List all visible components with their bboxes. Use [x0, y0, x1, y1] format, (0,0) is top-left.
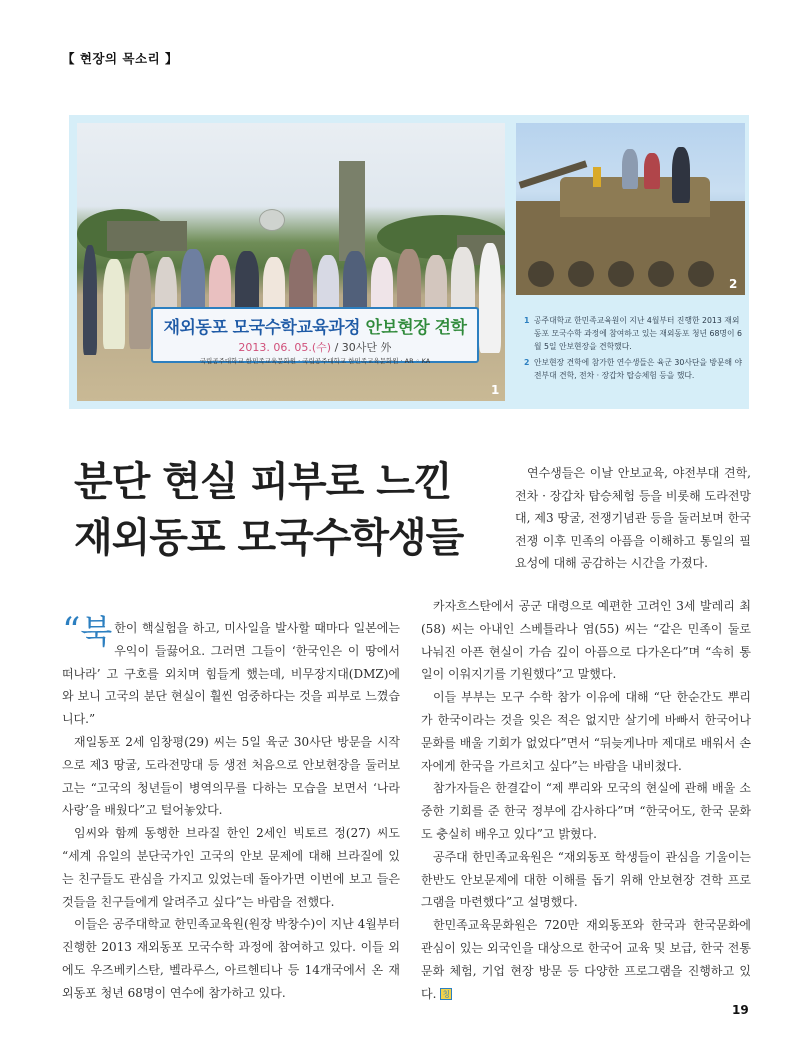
headline: 분단 현실 피부로 느낀 재외동포 모국수학생들 [74, 459, 464, 561]
tank-photo [516, 123, 745, 295]
banner-date: 2013. 06. 05.(수) / 30사단 外 [238, 341, 392, 354]
banner-org: 국립공주대학교 한민족교육문화원 · 국립공주대학교 한민족교육문화원 · AR ◦ KA [199, 357, 431, 365]
paragraph-2: 재일동포 2세 임창평(29) 씨는 5일 육군 30사단 방문을 시작으로 제3 땅굴, 도라전망대 등 생전 처음으로 안보현장을 둘러보고는 “고국의 청년들이 병역의무를 다하는 모습을 보면서 ‘나라 사랑’을 배웠다”고 털어놓았다. [62, 734, 400, 818]
banner-title: 재외동포 모국수학교육과정 안보현장 견학 [163, 318, 467, 338]
caption-2: 2 안보현장 견학에 참가한 연수생들은 육군 30사단을 방문해 야전부대 견학, 전차 · 장갑차 탑승체험 등을 했다. [524, 358, 743, 380]
photo-number-2: 2 [729, 277, 738, 291]
paragraph-3: 임씨와 함께 동행한 브라질 한인 2세인 빅토르 정(27) 씨도 “세계 유일의 분단국가인 고국의 안보 문제에 대해 브라질에 있는 친구들도 관심을 가지고 있었는데 돌아가면 이번에 보고 들은 것들을 친구들에게 알려주고 싶다”는 바람을 전했다. [62, 826, 400, 909]
section-label: 【 현장의 목소리 】 [62, 51, 179, 66]
article-column-right-top [515, 462, 751, 575]
page-number: 19 [732, 1003, 749, 1017]
caption-1: 1 공주대학교 한민족교육원이 지난 4월부터 진행한 2013 재외동포 모국수학 과정에 참여하고 있는 재외동포 청년 68명이 6월 5일 안보현장을 견학했다. [524, 316, 742, 351]
photo-panel [69, 115, 749, 409]
end-mark-icon: 칭 [440, 988, 452, 1000]
group-photo [77, 123, 505, 401]
paragraph-5: 연수생들은 이날 안보교육, 야전부대 견학, 전차 · 장갑차 탑승체험 등을 비롯해 도라전망대, 제3 땅굴, 전쟁기념관 등을 둘러보며 한국전쟁 이후 민족의 아픔을 이해하고 통일의 필요성에 대해 공감하는 시간을 가졌다. [515, 466, 751, 571]
paragraph-10: 한민족교육문화원은 720만 재외동포와 한국과 한국문화에 관심이 있는 외국인을 대상으로 한국어 교육 및 보급, 한국 전통문화 체험, 기업 현장 방문 등 다양한 프로그램을 진행하고 있다. 칭 [421, 918, 751, 1001]
photo-number-1: 1 [491, 383, 500, 397]
photo-captions [524, 314, 744, 385]
event-banner [151, 307, 479, 363]
paragraph-8: 참가자들은 한결같이 “제 뿌리와 모국의 현실에 관해 배울 소중한 기회를 준 한국 정부에 감사하다”며 “한국어도, 한국 문화도 충실히 배우고 있다”고 밝혔다. [421, 781, 751, 841]
paragraph-4: 이들은 공주대학교 한민족교육원(원장 박창수)이 지난 4월부터 진행한 2013 재외동포 모국수학 과정에 참여하고 있다. 이들 외에도 우즈베키스탄, 벨라루스, 아르헨티나 등 14개국에서 온 재외동포 청년 68명이 연수에 참가하고 있다. [62, 917, 400, 1000]
dropcap: “북 [62, 611, 113, 652]
paragraph-7: 이들 부부는 모구 수학 참가 이유에 대해 “단 한순간도 뿌리가 한국이라는 것을 잊은 적은 없지만 살기에 바빠서 한국어나 문화를 배울 기회가 없었다”면서 “뒤늦게나마 제대로 배워서 손자에게 한국을 가르치고 싶다”는 바람을 내비쳤다. [421, 690, 751, 773]
paragraph-9: 공주대 한민족교육원은 “재외동포 학생들이 관심을 기울이는 한반도 안보문제에 대한 이해를 돕기 위해 안보현장 견학 프로그램을 마련했다”고 설명했다. [421, 849, 751, 910]
paragraph-1: “북 한이 핵실험을 하고, 미사일을 발사할 때마다 일본에는 우익이 들끓어요. 그러면 그들이 ‘한국인은 이 땅에서 떠나라’ 고 구호를 외치며 힘들게 했는데, 비무장지대(DMZ)에 와 보니 고국의 분단 현실이 훨씬 엄중하다는 것을 피부로 느꼈습니다.” [62, 611, 400, 727]
article-column-left [62, 611, 400, 1005]
article-column-right [421, 595, 751, 1005]
paragraph-6: 카자흐스탄에서 공군 대령으로 예편한 고려인 3세 발레리 최(58) 씨는 아내인 스베틀라나 염(55) 씨는 “같은 민족이 둘로 나눠진 아픈 현실이 가슴 깊이 아픔으로 다가온다”며 “속히 통일이 이워지기를 기원했다”고 말했다. [421, 599, 751, 682]
